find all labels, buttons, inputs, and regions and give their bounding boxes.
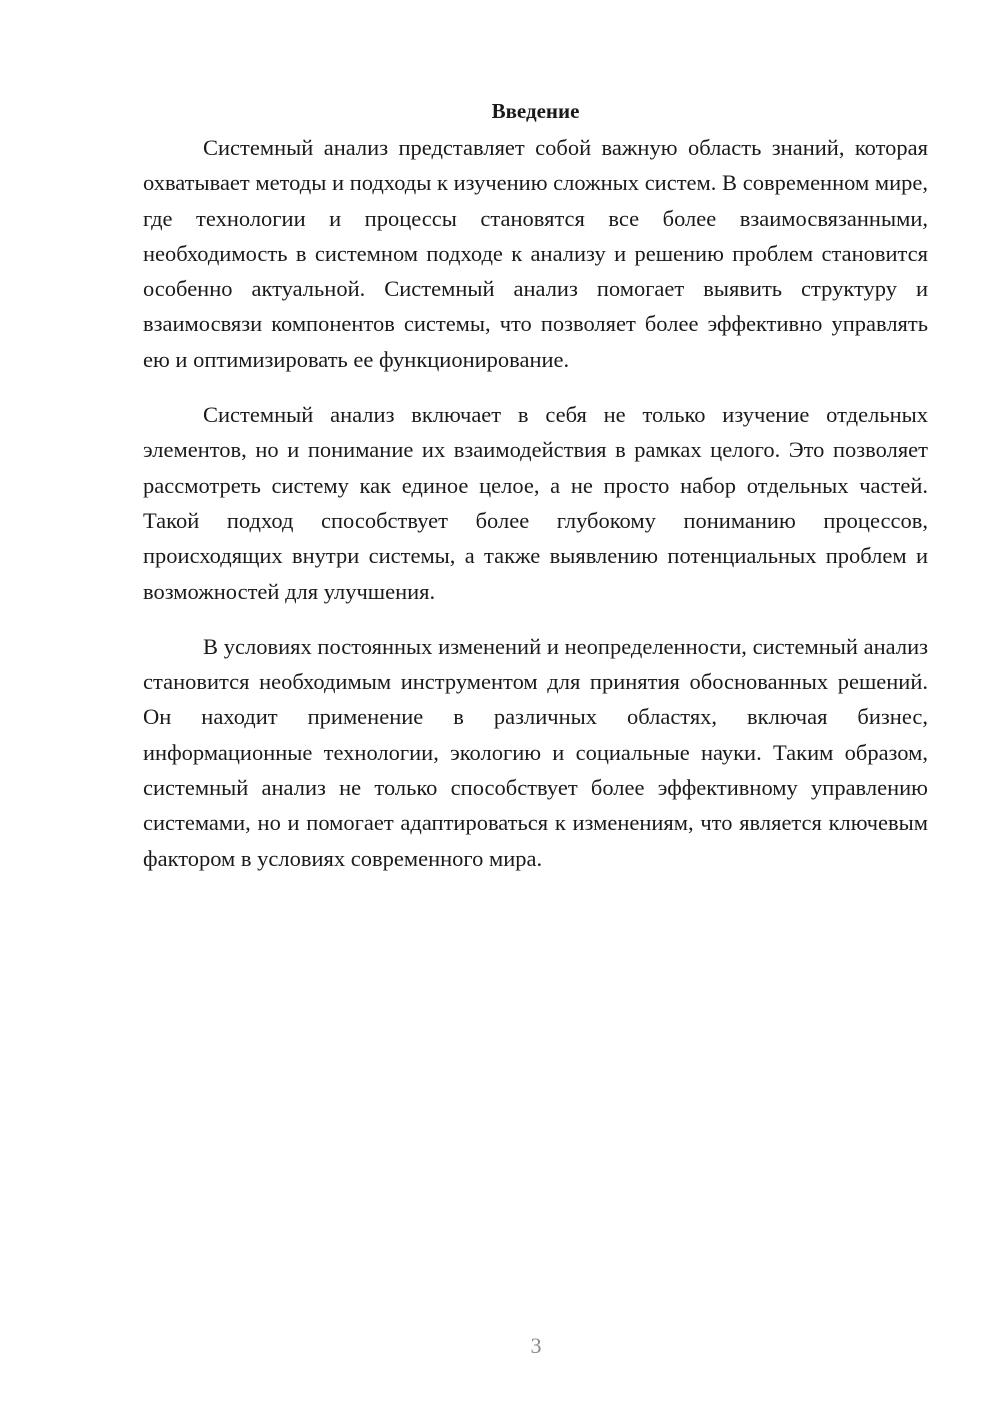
paragraph-1: Системный анализ представляет собой важную область знаний, которая охватывает методы и подходы к изучению сложных систем. В современном мире, где технологии и процессы становятся все более взаимосвязанными, необходимость в системном подходе к анализу и решению проблем становится особенно актуальной. Системный анализ помогает выявить структуру и взаимосвязи компонентов системы, что позволяет более эффективно управлять ею и оптимизировать ее функционирование. [143, 135, 928, 372]
section-heading: Введение [491, 99, 580, 123]
page-content [143, 96, 928, 896]
page-number: 3 [530, 1333, 542, 1358]
paragraph-3: В условиях постоянных изменений и неопределенности, системный анализ становится необходимым инструментом для принятия обоснованных решений. Он находит применение в различных областях, включая бизнес, информационные технологии, экологию и социальные науки. Таким образом, системный анализ не только способствует более эффективному управлению системами, но и помогает адаптироваться к изменениям, что является ключевым фактором в условиях современного мира. [143, 633, 928, 871]
paragraph-2: Системный анализ включает в себя не только изучение отдельных элементов, но и понимание их взаимодействия в рамках целого. Это позволяет рассмотреть систему как единое целое, а не просто набор отдельных частей. Такой подход способствует более глубокому пониманию процессов, происходящих внутри системы, а также выявлению потенциальных проблем и возможностей для улучшения. [143, 402, 928, 604]
